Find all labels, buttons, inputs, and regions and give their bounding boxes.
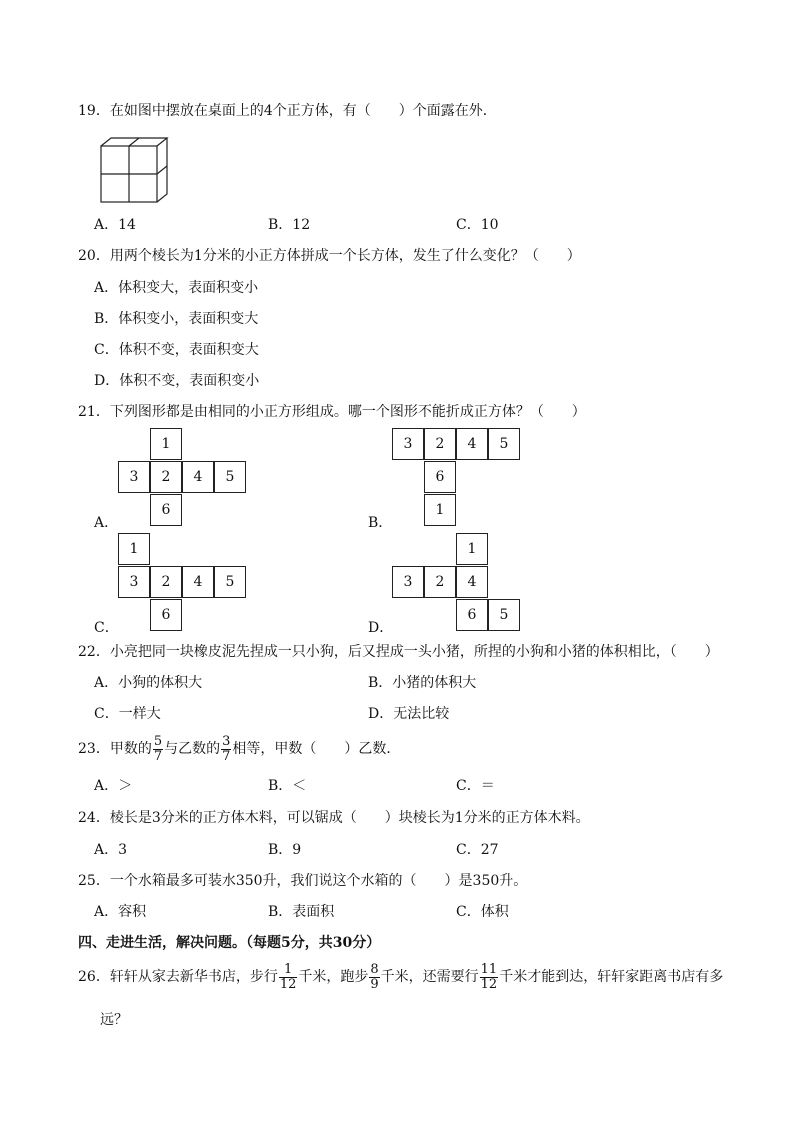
q21-option-c[interactable]: C．: [94, 620, 119, 636]
q23-option-c[interactable]: C．＝: [456, 778, 495, 794]
q26-mid2: 千米，还需要行: [380, 969, 479, 985]
cubes-figure: [99, 136, 169, 206]
question-22-text: 22．小亮把同一块橡皮泥先捏成一只小狗，后又捏成一头小猪，所捏的小狗和小猪的体积相比，（ ）: [78, 644, 719, 660]
net-c-cell: 2: [150, 566, 182, 598]
fraction-1-12: [279, 963, 298, 992]
net-c-cell: 4: [182, 566, 214, 598]
net-b-cell: 2: [424, 428, 456, 460]
fraction-denominator: 9: [370, 976, 379, 992]
net-a-cell: 5: [214, 461, 246, 493]
q24-option-b[interactable]: B．9: [268, 842, 302, 858]
question-24-text: 24．棱长是3分米的正方体木料，可以锯成（ ）块棱长为1分米的正方体木料。: [78, 810, 590, 826]
fraction-5-7: [153, 735, 163, 764]
q21-option-b[interactable]: B．: [368, 515, 393, 531]
q25-option-c[interactable]: C．体积: [456, 904, 509, 920]
q23-option-a[interactable]: A．＞: [94, 778, 133, 794]
q23-option-b[interactable]: B．＜: [268, 778, 307, 794]
q26-mid1: 千米，跑步: [298, 969, 369, 985]
net-c-cell: 3: [118, 566, 150, 598]
question-20-text: 20．用两个棱长为1分米的小正方体拼成一个长方体，发生了什么变化？（ ）: [78, 248, 581, 264]
net-d-cell: 6: [456, 599, 488, 631]
net-a-cell: 4: [182, 461, 214, 493]
question-23-text: [78, 733, 400, 765]
fraction-denominator: 7: [222, 748, 231, 764]
q20-option-b[interactable]: B．体积变小，表面积变大: [94, 311, 259, 327]
question-26-line2: 远？: [100, 1012, 128, 1028]
q19-option-a[interactable]: A．14: [94, 217, 136, 233]
q20-option-a[interactable]: A．体积变大，表面积变小: [94, 280, 259, 296]
net-b-cell: 6: [424, 461, 456, 493]
fraction-denominator: 12: [279, 976, 297, 992]
q19-option-c[interactable]: C．10: [456, 217, 499, 233]
fraction-numerator: 8: [370, 961, 379, 977]
q20-option-c[interactable]: C．体积不变，表面积变大: [94, 342, 259, 358]
net-d-cell: 2: [424, 566, 456, 598]
q26-pre: 26．轩轩从家去新华书店，步行: [78, 969, 278, 985]
q24-option-a[interactable]: A．3: [94, 842, 128, 858]
fraction-numerator: 3: [222, 733, 231, 749]
q22-option-d[interactable]: D．无法比较: [368, 706, 450, 722]
net-c-cell: 6: [150, 599, 182, 631]
q25-option-b[interactable]: B．表面积: [268, 904, 335, 920]
question-25-text: 25．一个水箱最多可装水350升，我们说这个水箱的（ ）是350升。: [78, 873, 528, 889]
net-a-cell: 3: [118, 461, 150, 493]
net-b-cell: 1: [424, 494, 456, 526]
question-26-text: [78, 960, 723, 994]
fraction-11-12: [480, 963, 499, 992]
net-b-cell: 4: [456, 428, 488, 460]
net-a-cell: 2: [150, 461, 182, 493]
q25-option-a[interactable]: A．容积: [94, 904, 147, 920]
net-d-cell: 4: [456, 566, 488, 598]
q21-option-d[interactable]: D．: [368, 620, 394, 636]
q21-option-a[interactable]: A．: [94, 515, 119, 531]
q22-option-c[interactable]: C．一样大: [94, 706, 161, 722]
net-a-cell: 6: [150, 494, 182, 526]
q19-option-b[interactable]: B．12: [268, 217, 311, 233]
fraction-numerator: 5: [153, 733, 163, 749]
q23-pre: 23．甲数的: [78, 741, 152, 757]
fraction-numerator: 1: [279, 963, 298, 978]
section-4-heading: 四、走进生活，解决问题。（每题5分，共30分）: [78, 935, 381, 951]
net-b-cell: 5: [488, 428, 520, 460]
net-a-cell: 1: [150, 428, 182, 460]
net-b-cell: 3: [392, 428, 424, 460]
q22-option-a[interactable]: A．小狗的体积大: [94, 675, 203, 691]
net-c-cell: 1: [118, 533, 150, 565]
fraction-8-9: [369, 963, 379, 992]
q20-option-d[interactable]: D．体积不变，表面积变小: [94, 373, 260, 389]
q22-option-b[interactable]: B．小猪的体积大: [368, 675, 477, 691]
net-d-cell: 5: [488, 599, 520, 631]
fraction-denominator: 7: [153, 748, 163, 764]
net-d-cell: 3: [392, 566, 424, 598]
net-c-cell: 5: [214, 566, 246, 598]
q23-post: 相等，甲数（ ）乙数．: [232, 741, 401, 757]
q24-option-c[interactable]: C．27: [456, 842, 499, 858]
question-19-text: 19．在如图中摆放在桌面上的4个正方体，有（ ）个面露在外．: [78, 103, 497, 119]
net-d-cell: 1: [456, 533, 488, 565]
q23-mid: 与乙数的: [164, 741, 221, 757]
q26-post: 千米才能到达，轩轩家距离书店有多: [499, 969, 724, 985]
fraction-numerator: 11: [480, 961, 498, 977]
question-21-text: 21．下列图形都是由相同的小正方形组成。哪一个图形不能折成正方体？（ ）: [78, 404, 586, 420]
fraction-denominator: 12: [480, 976, 498, 992]
fraction-3-7: [221, 735, 231, 764]
